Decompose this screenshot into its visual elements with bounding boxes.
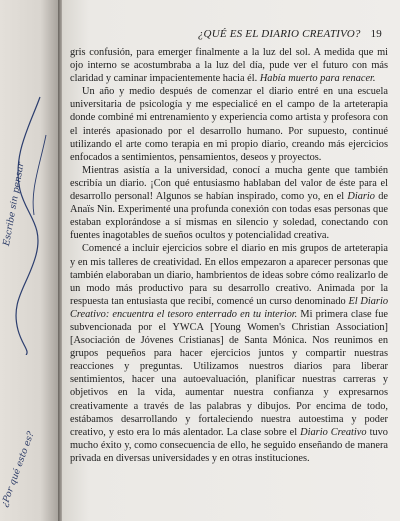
paragraph: [70, 46, 388, 85]
text-run: Mi primera clase fue subvencionada por el YWCA [Young Women's Christian Association] [Asociación de Jóvenes Cristianas] de Santa Mónica. Nos reunimos en grupos pequeños para hacer ejercicios juntos y compartir nuestras reacciones y preguntas. Utilizamos nuestros diarios para liberar sentimientos, hacer una autoevaluación, planificar nuestras carreras y objetivos en la vida, aumentar nuestra confianza y expresarnos creativamente a través de las palabras y dibujos. Por encima de todo, estábamos desarrollando y fortaleciendo nuestra autoestima y poder creativo, y esto era lo más alentador. La clase sobre el: [70, 308, 388, 438]
running-title: ¿QUÉ ES EL DIARIO CREATIVO?: [197, 28, 361, 40]
text-run: Un año y medio después de comenzar el diario entré en una escuela universitaria de psicología y me especialicé en el campo de la arteterapia donde combiné mi entrenamiento y experiencia como artista y profesora con el interés apasionado por el desarrollo humano. Por supuesto, continué utilizando el arte como terapia en mi propio diario, creando más ejercicios enfocados a sentimientos, pensamientos, deseos y proyectos.: [70, 86, 388, 163]
italic-text-run: El Diario Creativo: encuentra el tesoro enterrado en tu interior.: [70, 295, 388, 320]
text-run: gris confusión, para emerger finalmente a la luz del sol. A medida que mi ojo interno se acostumbraba a la luz del día, pude ver el futuro con más claridad y caminar impacientemente hacia él.: [70, 47, 388, 85]
paragraph: [70, 85, 388, 164]
body-text: [70, 46, 388, 465]
text-run: Comencé a incluir ejercicios sobre el diario en mis grupos de arteterapia y en mis talleres de creatividad. En ellos empezaron a aparecer personas que también elaboraban un diario, hambrientos de ideas sobre cómo realizarlo de un modo más productivo para su desarrollo creativo. Animada por la respuesta tan entusiasta que recibí, comencé un curso denominado: [70, 243, 388, 307]
page-number: 19: [370, 28, 382, 40]
text-run: tuvo mucho éxito y, como consecuencia de ello, he seguido enseñando de manera privada en diversas universidades y en otras instituciones.: [70, 426, 388, 464]
text-run: Mientras asistía a la universidad, conocí a mucha gente que también escribía un diario. ¡Con qué entusiasmo hablaban del valor de éste para el desarrollo personal! Algunos se habían inspirado, como yo, en el: [70, 164, 388, 203]
italic-text-run: Diario: [347, 191, 375, 203]
paragraph: [70, 242, 388, 465]
handwritten-bottom-note: ¿Por qué esto es?: [0, 430, 37, 509]
handwritten-margin-note: Escribe sin pensar: [2, 161, 27, 247]
previous-page: [0, 0, 58, 521]
paragraph: [70, 164, 388, 243]
text-run: de Anaïs Nin. Experimenté una profunda conexión con todas esas personas que estaban explorándose a sí mismas en silencio y soledad, conectando con fuentes inagotables de sueños ocultos y potencialidad creativa.: [70, 191, 388, 242]
italic-text-run: Diario Creativo: [300, 426, 367, 438]
running-header: [62, 28, 382, 40]
book-page: [62, 0, 400, 521]
italic-text-run: Había muerto para renacer.: [259, 73, 376, 85]
